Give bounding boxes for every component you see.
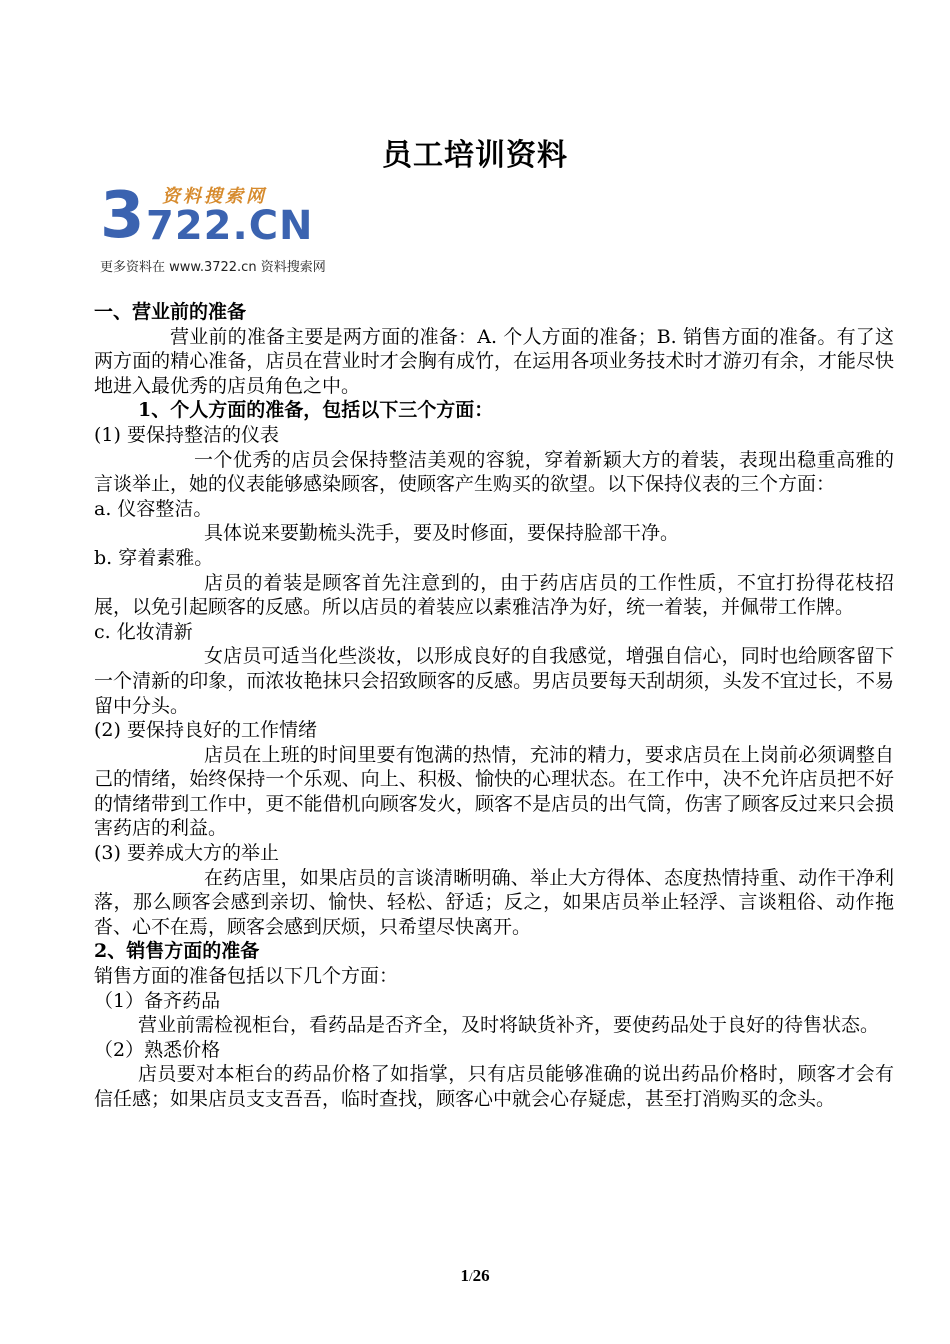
item-title: (3) 要养成大方的举止 <box>94 842 279 865</box>
site-logo <box>100 178 400 278</box>
section-heading-1: 一、营业前的准备 <box>94 301 247 323</box>
page-number <box>0 1266 950 1286</box>
item-title: (2) 要保持良好的工作情绪 <box>94 719 317 742</box>
item-title: c. 化妆清新 <box>94 620 193 643</box>
document-body <box>94 300 894 1112</box>
paragraph: 营业前的准备主要是两方面的准备：A. 个人方面的准备；B. 销售方面的准备。有了这两方面的精心准备，店员在营业时才会胸有成竹，在运用各项业务技术时才游刃有余，才能尽快地进入最优秀的店员角色之中。 <box>94 325 894 397</box>
item-title: a. 仪容整洁。 <box>94 497 213 520</box>
paragraph: 店员要对本柜台的药品价格了如指掌，只有店员能够准确的说出药品价格时，顾客才会有信任感；如果店员支支吾吾，临时查找，顾客心中就会心存疑虑，甚至打消购买的念头。 <box>94 1063 894 1110</box>
item-title: (1) 要保持整洁的仪表 <box>94 423 279 446</box>
logo-tagline: 更多资料在 www.3722.cn 资料搜索网 <box>100 260 326 275</box>
current-page: 1 <box>460 1266 469 1285</box>
paragraph: 在药店里，如果店员的言谈清晰明确、举止大方得体、态度热情持重、动作干净利落，那么顾客会感到亲切、愉快、轻松、舒适；反之，如果店员举止轻浮、言谈粗俗、动作拖沓、心不在焉，顾客会感到厌烦，只希望尽快离开。 <box>94 866 894 938</box>
logo-big-digit: 3 <box>100 179 145 253</box>
item-title: （1）备齐药品 <box>94 989 221 1012</box>
paragraph: 店员在上班的时间里要有饱满的热情，充沛的精力，要求店员在上岗前必须调整自己的情绪，始终保持一个乐观、向上、积极、愉快的心理状态。在工作中，决不允许店员把不好的情绪带到工作中，更不能借机向顾客发火，顾客不是店员的出气筒，伤害了顾客反过来只会损害药店的利益。 <box>94 743 894 840</box>
subsection-heading: 1、个人方面的准备，包括以下三个方面： <box>138 399 494 422</box>
item-title: （2）熟悉价格 <box>94 1038 221 1061</box>
document-title: 员工培训资料 <box>382 138 568 173</box>
page-separator: / <box>468 1269 473 1284</box>
paragraph: 店员的着装是顾客首先注意到的，由于药店店员的工作性质，不宜打扮得花枝招展，以免引起顾客的反感。所以店员的着装应以素雅洁净为好，统一着装，并佩带工作牌。 <box>94 571 894 619</box>
paragraph: 一个优秀的店员会保持整洁美观的容貌，穿着新颖大方的着装，表现出稳重高雅的言谈举止，她的仪表能够感染顾客，使顾客产生购买的欲望。以下保持仪表的三个方面： <box>94 448 894 496</box>
section-heading-2: 2、销售方面的准备 <box>94 940 260 963</box>
logo-domain-text: 722.CN <box>146 203 314 249</box>
item-title: b. 穿着素雅。 <box>94 546 214 569</box>
paragraph: 具体说来要勤梳头洗手，要及时修面，要保持脸部干净。 <box>204 522 680 545</box>
total-pages: 26 <box>472 1266 490 1285</box>
paragraph: 营业前需检视柜台，看药品是否齐全，及时将缺货补齐，要使药品处于良好的待售状态。 <box>138 1014 880 1037</box>
paragraph: 销售方面的准备包括以下几个方面： <box>94 965 399 988</box>
logo-chinese-name: 资料搜索网 <box>162 186 267 207</box>
paragraph: 女店员可适当化些淡妆，以形成良好的自我感觉，增强自信心，同时也给顾客留下一个清新的印象，而浓妆艳抹只会招致顾客的反感。男店员要每天刮胡须，头发不宜过长，不易留中分头。 <box>94 645 894 717</box>
